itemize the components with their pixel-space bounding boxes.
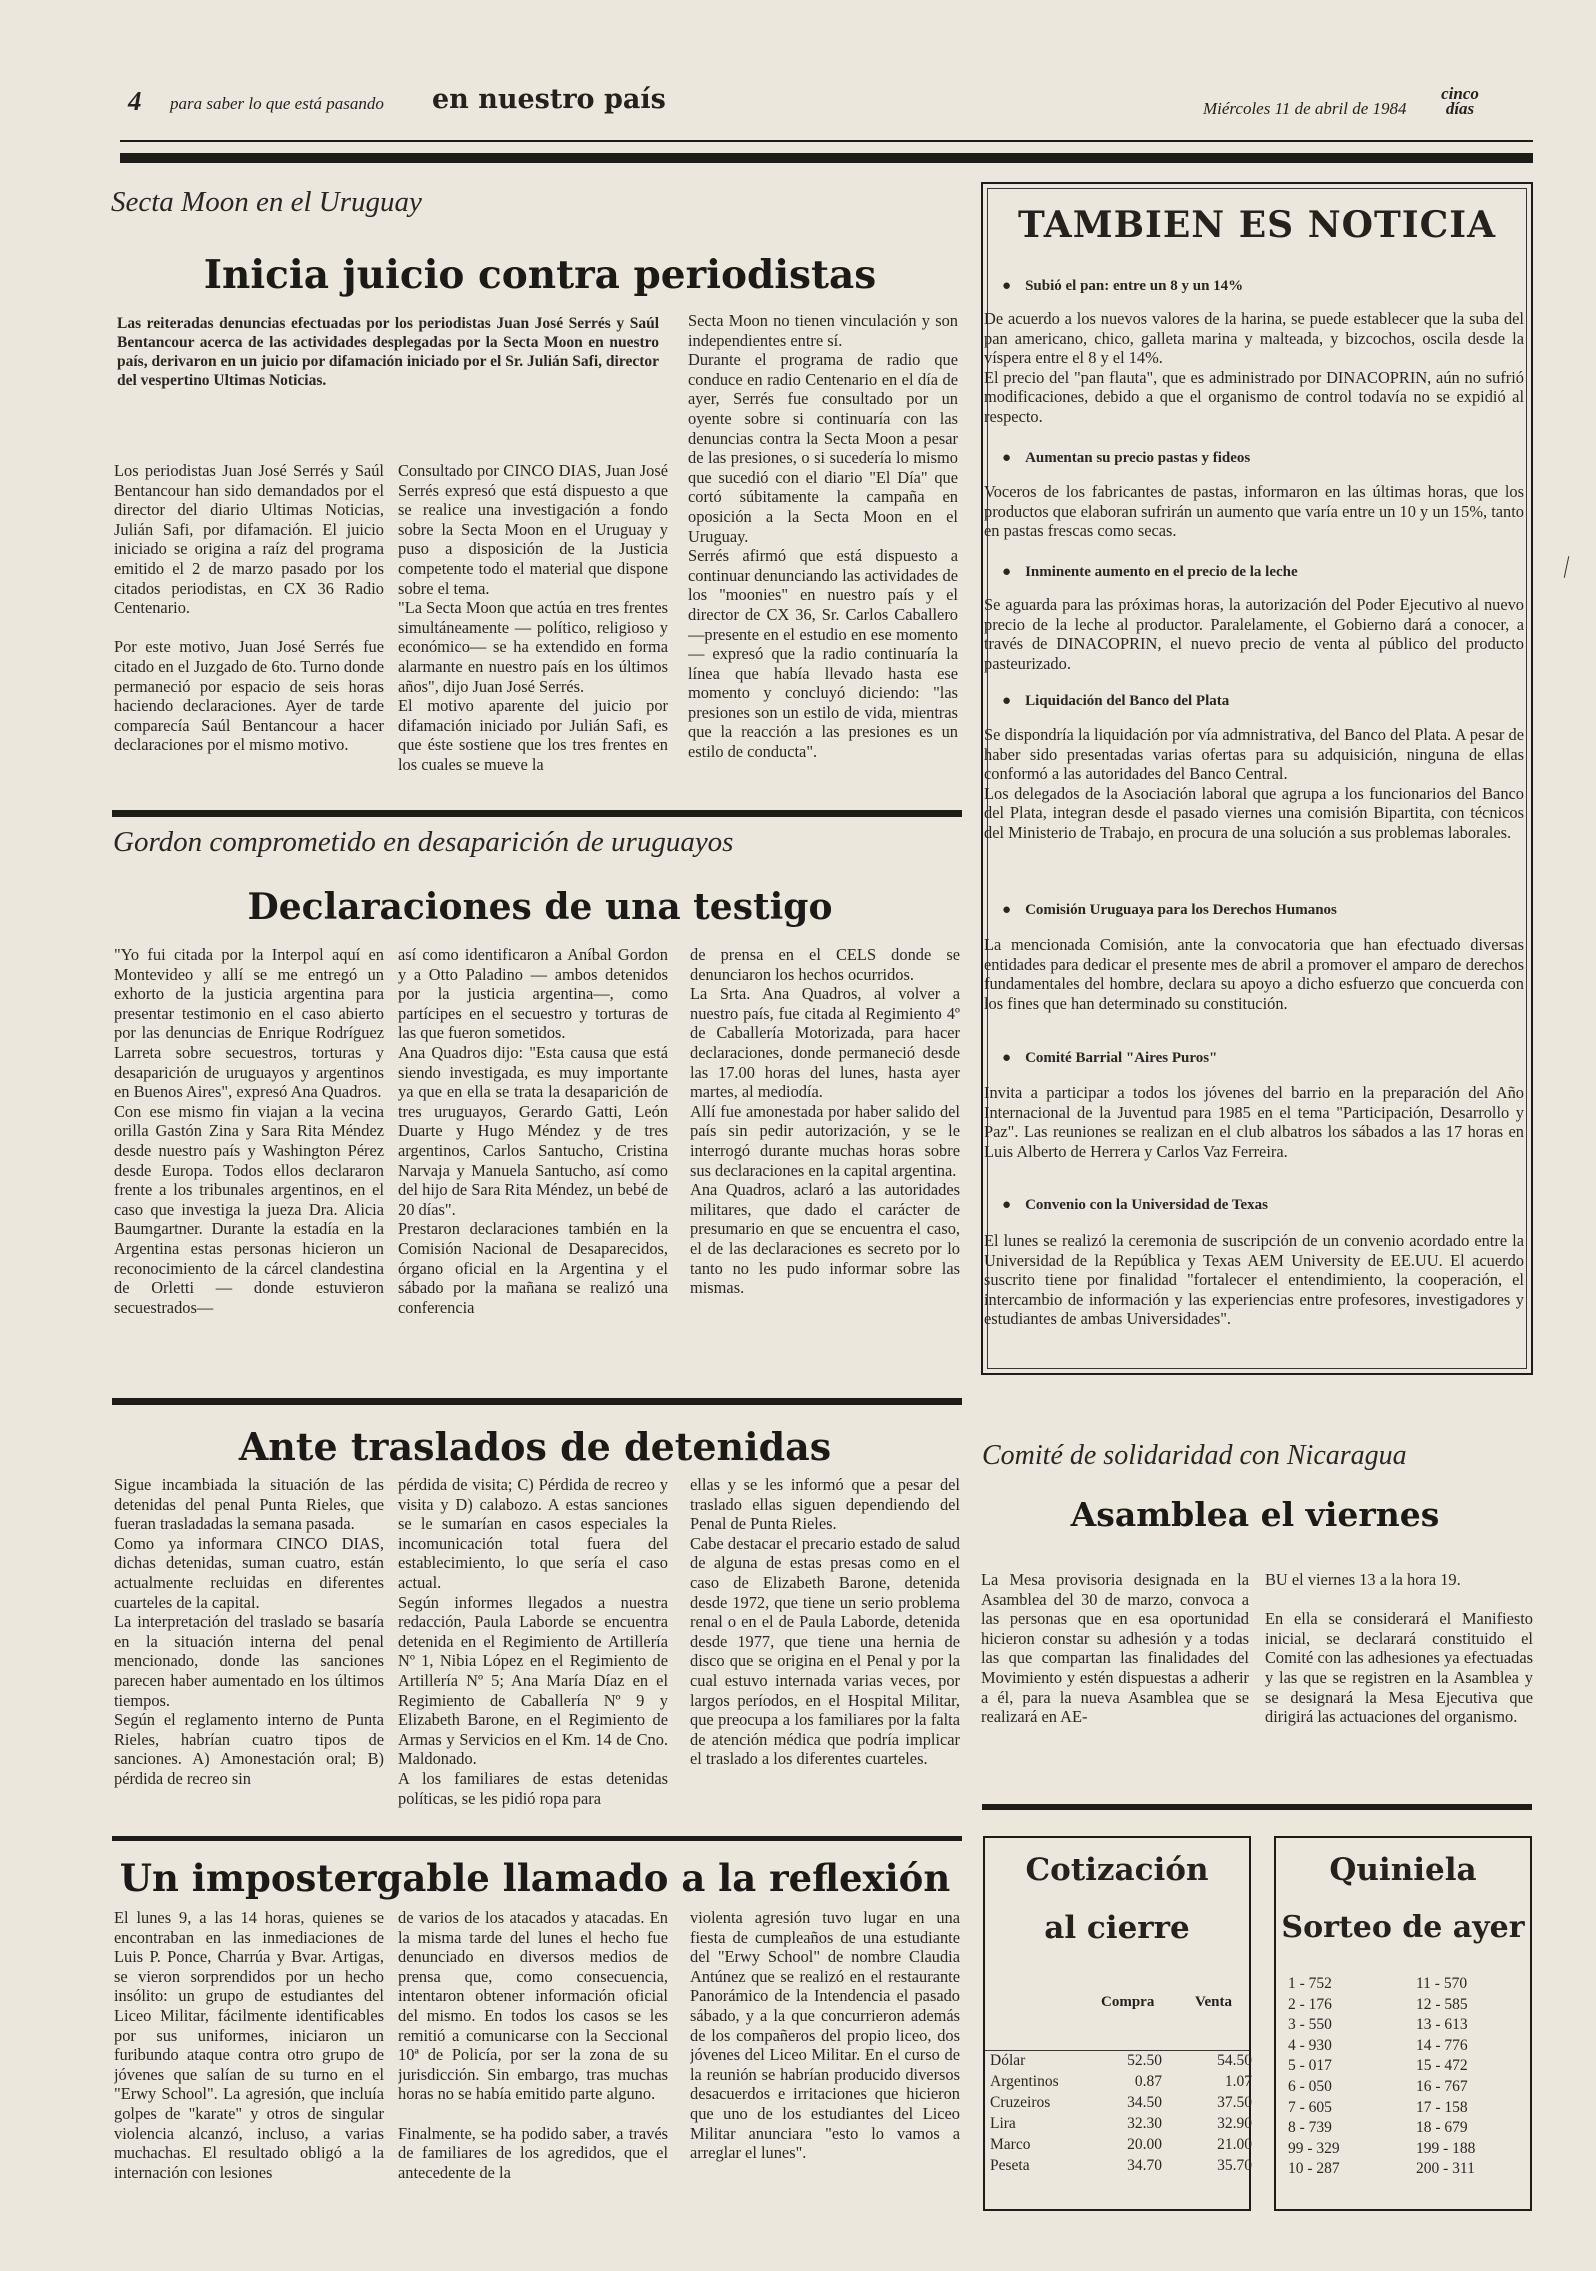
cotizacion-cell-compra: 34.70: [1127, 2157, 1162, 2174]
cotizacion-cell-venta: 35.70: [1217, 2157, 1252, 2174]
cotizacion-cell-compra: 0.87: [1134, 2073, 1162, 2090]
quiniela-result: 2 - 176: [1288, 1995, 1332, 2013]
cotizacion-cell-compra: 52.50: [1127, 2052, 1162, 2069]
quiniela-result: 11 - 570: [1416, 1975, 1468, 1992]
news-item-body: Invita a participar a todos los jóvenes del barrio en la preparación del Año Internacional de la Juventud para 1985 en el tema "Participación, Desarrollo y Paz". Las reuniones se realizan en el club albatros los sábados a las 17 horas en Luis Alberto de Herrera y Carlos Vaz Ferreira.: [984, 1083, 1524, 1161]
quiniela-result: 16 - 767: [1416, 2078, 1468, 2095]
box-title: Cotización: [1025, 1852, 1209, 1888]
column-header-compra: Compra: [1101, 1994, 1155, 2010]
quiniela-result: 12 - 585: [1416, 1995, 1468, 2013]
box-title: TAMBIEN ES NOTICIA: [1017, 204, 1497, 246]
cotizacion-cell-currency: Dólar: [990, 2052, 1026, 2069]
article-column-1: El lunes 9, a las 14 horas, quienes se encontraban en las inmediaciones de Luis P. Ponce, Charrúa y Bvar. Artigas, se vieron sorprendidos por un hecho insólito: un grupo de estudiantes del Liceo Militar, fácilmente identificables por sus uniformes, iniciaron un furibundo ataque contra otro grupo de jóvenes que salían de su turno en el "Erwy School". La agresión, que incluía golpes de "karate" y otros de singular violencia alcanzó, incluso, a varias muchachas. El resultado obligó a la internación con lesiones: [114, 1908, 384, 2182]
cotizacion-cell-venta: 32.90: [1217, 2115, 1252, 2132]
article-kicker: Secta Moon en el Uruguay: [111, 186, 422, 218]
cotizacion-cell-venta: 21.00: [1217, 2136, 1252, 2153]
quiniela-result: 10 - 287: [1288, 2160, 1340, 2178]
section-divider: [982, 1804, 1532, 1810]
newspaper-logo: cinco días: [1441, 84, 1479, 118]
article-column-1: La Mesa provisoria designada en la Asamblea del 30 de marzo, convoca a las personas que en esa oportunidad hicieron constar su adhesión y a todas las que compartan las finalidades del Movimiento y estén dispuestas a adherir a él, para la nueva Asamblea que se realizará en AE-: [981, 1570, 1249, 1727]
cotizacion-cell-currency: Marco: [990, 2136, 1031, 2153]
quiniela-result: 18 - 679: [1416, 2119, 1468, 2137]
news-item-heading: ● Comisión Uruguaya para los Derechos Humanos: [1002, 902, 1337, 919]
issue-date: Miércoles 11 de abril de 1984: [1203, 99, 1407, 118]
news-item-heading: ● Subió el pan: entre un 8 y un 14%: [1002, 278, 1243, 295]
article-headline: Ante traslados de detenidas: [238, 1424, 832, 1469]
news-item-heading: ● Comité Barrial "Aires Puros": [1002, 1050, 1217, 1067]
box-title: Sorteo de ayer: [1281, 1910, 1525, 1945]
news-item-body: Voceros de los fabricantes de pastas, informaron en las últimas horas, que los productos que elaboran sufrirán un aumento que varía entre un 10 y un 15%, tanto en pastas frescas como secas.: [984, 482, 1524, 541]
news-item-body: Se aguarda para las próximas horas, la autorización del Poder Ejecutivo al nuevo precio de la leche al productor. Paralelamente, el Gobierno dará a conocer, a través de DINACOPRIN, el nuevo precio de venta al público del producto pasteurizado.: [984, 595, 1524, 673]
margin-mark: [1564, 556, 1570, 578]
news-item-body: El lunes se realizó la ceremonia de suscripción de un convenio acordado entre la Universidad de la República y Texas AEM University de EE.UU. El acuerdo suscrito tiene por finalidad "fortalecer el entendimiento, la cooperación, el intercambio de información y las experiencias entre profesores, investigadores y estudiantes de ambas Universidades".: [984, 1231, 1524, 1329]
quiniela-result: 99 - 329: [1288, 2139, 1340, 2157]
article-column-2: así como identificaron a Aníbal Gordon y a Otto Paladino — ambos detenidos por la justicia argentina—, como partícipes en el secuestro y torturas de las que fueron sometidos. Ana Quadros dijo: "Esta causa que está siendo investigada, es muy importante ya que en ella se trata la desaparición de tres uruguayos, Gerardo Gatti, León Duarte y Hugo Méndez y de tres argentinos, Carlos Santucho, Cristina Narvaja y Manuela Santucho, así como del hijo de Sara Rita Méndez, un bebé de 20 días". Prestaron declaraciones también en la Comisión Nacional de Desaparecidos, órgano oficial en la Argentina y el sábado por la mañana se realizó una conferencia: [398, 945, 668, 1317]
article-kicker: Gordon comprometido en desaparición de uruguayos: [113, 826, 734, 858]
quiniela-result: 13 - 613: [1416, 2016, 1468, 2034]
news-item-heading: ● Aumentan su precio pastas y fideos: [1002, 450, 1250, 467]
article-column-1: Sigue incambiada la situación de las detenidas del penal Punta Rieles, que fueran trasladadas la semana pasada. Como ya informara CINCO DIAS, dichas detenidas, suman cuatro, están actualmente recluidas en diferentes cuarteles de la capital. La interpretación del traslado se basaría en la situación interna del penal mencionado, donde las sanciones parecen haber aumentado en los últimos tiempos. Según el reglamento interno de Punta Rieles, habrían cuatro tipos de sanciones. A) Amonestación oral; B) pérdida de recreo sin: [114, 1475, 384, 1788]
article-column-3: de prensa en el CELS donde se denunciaron los hechos ocurridos. La Srta. Ana Quadros, al volver a nuestro país, fue citada al Regimiento 4º de Caballería Motorizada, para hacer declaraciones, donde permaneció desde las 17.00 horas del lunes, hasta ayer martes, al mediodía. Allí fue amonestada por haber salido del país sin pedir autorización, y se le interrogó durante muchas horas sobre sus declaraciones en la capital argentina. Ana Quadros, aclaró a las autoridades militares, que dado el carácter de presumario en que se encuentra el caso, el de las declaraciones es secreto por lo tanto no les pudo informar sobre las mismas.: [690, 945, 960, 1298]
column-header-venta: Venta: [1195, 1994, 1232, 2010]
article-column-1: Los periodistas Juan José Serrés y Saúl Bentancour han sido demandados por el director del diario Ultimas Noticias, Julián Safi, por difamación. El juicio iniciado se origina a raíz del programa emitido el 2 de marzo pasado por los citados periodistas, en CX 36 Radio Centenario. Por este motivo, Juan José Serrés fue citado en el Juzgado de 6to. Turno donde permaneció por espacio de seis horas haciendo declaraciones. Ayer de tarde comparecía Saúl Bentancour a hacer declaraciones por el mismo motivo.: [114, 461, 384, 755]
article-column-3: violenta agresión tuvo lugar en una fiesta de cumpleaños de una estudiante del "Erwy School" de nombre Claudia Antúnez que se realizó en el restaurante Panorámico de la Intendencia el pasado sábado, y a la que concurrieron además de los compañeros del propio liceo, dos jóvenes del Liceo Militar. En el curso de la reunión se habrían producido diversos desacuerdos e irritaciones que hicieron que uno de los estudiantes del Liceo Militar anunciara "esto lo vamos a arreglar el lunes".: [690, 1908, 960, 2163]
news-item-body: De acuerdo a los nuevos valores de la harina, se puede establecer que la suba del pan americano, chico, galleta marina y malteada, y bizcochos, oscila desde la víspera entre el 8 y el 14%. El precio del "pan flauta", que es administrado por DINACOPRIN, aún no sufrió modificaciones, debido a que el organismo de control todavía no se expidió al respecto.: [984, 309, 1524, 426]
box-title: Quiniela: [1329, 1852, 1477, 1888]
quiniela-result: 4 - 930: [1288, 2036, 1332, 2054]
quiniela-result: 8 - 739: [1288, 2119, 1332, 2137]
quiniela-result: 17 - 158: [1416, 2098, 1468, 2116]
quiniela-result: 1 - 752: [1288, 1975, 1332, 1992]
cotizacion-cell-currency: Lira: [990, 2115, 1016, 2132]
quiniela-result: 14 - 776: [1416, 2036, 1468, 2054]
article-headline: Un impostergable llamado a la reflexión: [119, 1856, 951, 1900]
header-thin-rule: [120, 140, 1533, 142]
section-divider: [112, 1836, 962, 1841]
cotizacion-cell-currency: Cruzeiros: [990, 2094, 1051, 2111]
section-title: en nuestro país: [432, 84, 666, 115]
article-headline: Declaraciones de una testigo: [247, 886, 833, 928]
cotizacion-cell-currency: Peseta: [990, 2157, 1030, 2174]
cotizacion-cell-venta: 37.50: [1217, 2094, 1252, 2111]
quiniela-result: 5 - 017: [1288, 2057, 1332, 2075]
page-number: 4: [128, 86, 142, 116]
header-thick-rule: [120, 153, 1533, 163]
cotizacion-cell-compra: 20.00: [1127, 2136, 1162, 2153]
article-column-2: pérdida de visita; C) Pérdida de recreo y visita y D) calabozo. A estas sanciones se le sumarían en casos especiales la incomunicación total fuera del establecimiento, lo que sería el caso actual. Según informes llegados a nuestra redacción, Paula Laborde se encuentra detenida en el Regimiento de Artillería Nº 1, Nibia López en el Regimiento de Artillería Nº 5; Ana María Díaz en el Regimiento de Caballería Nº 9 y Elizabeth Barone, en el Regimiento de Armas y Servicios en el Km. 14 de Cno. Maldonado. A los familiares de estas detenidas políticas, se les pidió ropa para: [398, 1475, 668, 1808]
quiniela-result: 7 - 605: [1288, 2098, 1332, 2116]
section-divider: [112, 810, 962, 817]
box-title: al cierre: [1044, 1910, 1190, 1946]
table-rule: [985, 2050, 1249, 2051]
article-lead: Las reiteradas denuncias efectuadas por los periodistas Juan José Serrés y Saúl Bentancour acerca de las actividades desplegadas por la Secta Moon en nuestro país, derivaron en un juicio por difamación iniciado por el Sr. Julián Safi, director del vespertino Ultimas Noticias.: [117, 315, 659, 389]
news-item-heading: ● Inminente aumento en el precio de la leche: [1002, 564, 1298, 581]
cotizacion-cell-venta: 54.50: [1217, 2052, 1252, 2069]
article-column-3: ellas y se les informó que a pesar del traslado ellas siguen dependiendo del Penal de Punta Rieles. Cabe destacar el precario estado de salud de alguna de estas presas como en el caso de Elizabeth Barone, detenida desde 1972, que tiene un serio problema renal o en el de Paula Laborde, detenida desde 1977, que tiene una hernia de disco que se origina en el Penal y por la cual estuvo internada varias veces, por largos períodos, en el Hospital Militar, que preocupa a los familiares por la falta de atención médica que podría implicar el traslado a los diferentes cuarteles.: [690, 1475, 960, 1769]
news-item-body: La mencionada Comisión, ante la convocatoria que han efectuado diversas entidades para dedicar el presente mes de abril a promover el amparo de derechos fundamentales del hombre, declara su apoyo a dicho esfuerzo que concuerda con los fines que han determinado su constitución.: [984, 935, 1524, 1013]
article-column-2: BU el viernes 13 a la hora 19. En ella se considerará el Manifiesto inicial, se declarará constituido el Comité con las adhesiones ya efectuadas y las que se registren en la Asamblea y se designará la Mesa Ejecutiva que dirigirá las actuaciones del organismo.: [1265, 1570, 1533, 1727]
cotizacion-cell-venta: 1.07: [1224, 2073, 1252, 2090]
news-item-heading: ● Convenio con la Universidad de Texas: [1002, 1197, 1268, 1214]
section-divider: [112, 1398, 962, 1405]
cotizacion-box: [983, 1836, 1251, 2211]
cotizacion-cell-compra: 34.50: [1127, 2094, 1162, 2111]
article-headline: Asamblea el viernes: [1070, 1495, 1440, 1534]
cotizacion-cell-currency: Argentinos: [990, 2073, 1059, 2090]
article-headline: Inicia juicio contra periodistas: [203, 252, 877, 298]
news-item-body: Se dispondría la liquidación por vía admnistrativa, del Banco del Plata. A pesar de haber sido presentadas varias ofertas para su adquisición, ninguna de ellas conformó a las autoridades del Banco Central. Los delegados de la Asociación laboral que agrupa a los funcionarios del Banco del Plata, integran desde el pasado viernes una comisión Bipartita, con técnicos del Ministerio de Trabajo, en procura de una solución a sus problemas laborales.: [984, 725, 1524, 842]
news-item-heading: ● Liquidación del Banco del Plata: [1002, 693, 1229, 710]
quiniela-result: 3 - 550: [1288, 2016, 1332, 2034]
article-column-3: Secta Moon no tienen vinculación y son independientes entre sí. Durante el programa de radio que conduce en radio Centenario en el día de ayer, Serrés fue consultado por un oyente sobre si continuaría con las denuncias contra la Secta Moon a pesar de las presiones, o si sucedería lo mismo que sucedió con el diario "El Día" que cortó súbitamente la campaña en oposición a la Secta Moon en el Uruguay. Serrés afirmó que está dispuesto a continuar denunciando las actividades de los "moonies" en nuestro país y el director de CX 36, Sr. Carlos Caballero —presente en el estudio en ese momento— expresó que la radio continuaría la línea que había llevado hasta ese momento y concluyó diciendo: "las presiones son un estilo de vida, mientras que la reacción a las presiones es un estilo de conducta".: [688, 311, 958, 762]
quiniela-result: 15 - 472: [1416, 2057, 1468, 2075]
article-column-1: "Yo fui citada por la Interpol aquí en Montevideo y allí se me entregó un exhorto de la justicia argentina para presentar testimonio en el caso abierto por las denuncias de Enrique Rodríguez Larreta sobre secuestros, torturas y desaparición de uruguayos y argentinos en Buenos Aires", expresó Ana Quadros. Con ese mismo fin viajan a la vecina orilla Gastón Zina y Sara Rita Méndez desde nuestro país y Washington Pérez desde Europa. Todos ellos declararon frente a los tribunales argentinos, en el caso que investiga la jueza Dra. Alicia Baumgartner. Durante la estadía en la Argentina estas personas hicieron un reconocimiento de la cárcel clandestina de Orletti — donde estuvieron secuestrados—: [114, 945, 384, 1317]
quiniela-result: 200 - 311: [1416, 2160, 1475, 2178]
article-kicker: Comité de solidaridad con Nicaragua: [982, 1440, 1407, 1471]
article-column-2: Consultado por CINCO DIAS, Juan José Serrés expresó que está dispuesto a que se realice una investigación a fondo sobre la Secta Moon en el Uruguay y puso a disposición de la Justicia competente todo el material que dispone sobre el tema. "La Secta Moon que actúa en tres frentes simultáneamente — político, religioso y económico— se ha extendido en forma alarmante en nuestro país en los últimos años", dijo Juan José Serrés. El motivo aparente del juicio por difamación iniciado por Julián Safi, es que éste sostiene que los tres frentes en los cuales se mueve la: [398, 461, 668, 774]
article-column-2: de varios de los atacados y atacadas. En la misma tarde del lunes el hecho fue denunciado en diversos medios de prensa que, como consecuencia, intentaron obtener información oficial del mismo. En todos los casos se les remitió a comunicarse con la Seccional 10ª de Policía, por ser la zona de su jurisdicción. Sin embargo, tras muchas horas no se había emitido parte alguno. Finalmente, se ha podido saber, a través de familiares de los agredidos, que el antecedente de la: [398, 1908, 668, 2182]
quiniela-result: 199 - 188: [1416, 2139, 1476, 2157]
quiniela-result: 6 - 050: [1288, 2078, 1332, 2095]
header-tagline: para saber lo que está pasando: [170, 94, 384, 113]
cotizacion-cell-compra: 32.30: [1127, 2115, 1162, 2132]
